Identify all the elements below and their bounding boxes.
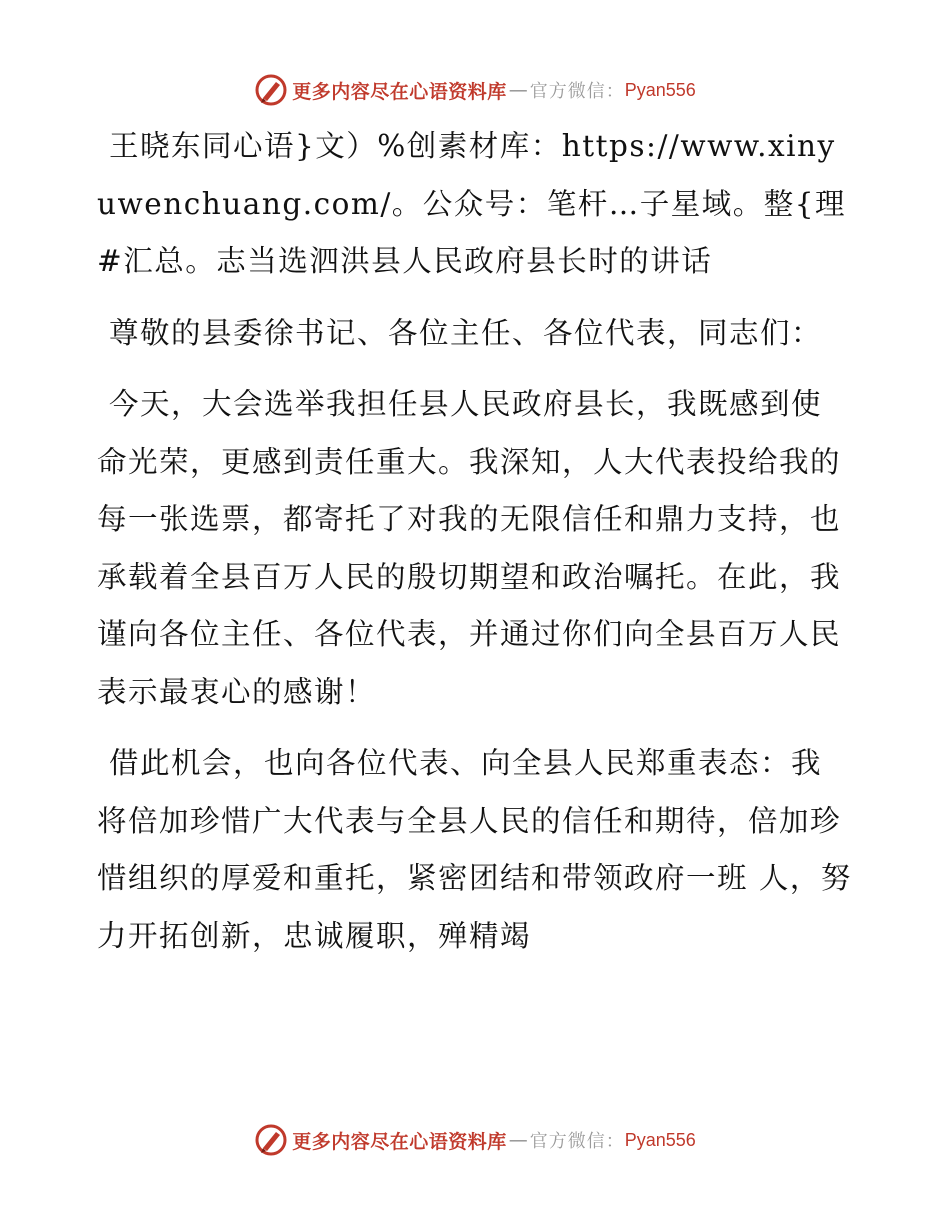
- banner-brand-text: 更多内容尽在心语资料库: [292, 1130, 507, 1153]
- document-body: [97, 118, 852, 979]
- pen-logo-icon: [254, 1123, 288, 1157]
- footer-watermark-banner: [0, 1120, 950, 1160]
- salutation-paragraph: 尊敬的县委徐书记、各位主任、各位代表，同志们：: [109, 315, 823, 350]
- banner-wechat-id: Pyan556: [624, 1129, 696, 1150]
- banner-wechat-id: Pyan556: [624, 79, 696, 100]
- banner-dash: —: [508, 79, 528, 101]
- body-paragraph: 今天，大会选举我担任县人民政府县长，我既感到使命光荣，更感到责任重大。我深知，人大代表投给我的每一张选票，都寄托了对我的无限信任和鼎力支持，也承载着全县百万人民的殷切期望和政治嘱托。在此，我谨向各位主任、各位代表，并通过你们向全县百万人民表示最衷心的感谢！: [97, 387, 842, 709]
- header-watermark-banner: [0, 70, 950, 110]
- banner-official-label: 官方微信：: [529, 1131, 625, 1152]
- banner-brand-text: 更多内容尽在心语资料库: [292, 80, 507, 103]
- banner-official-label: 官方微信：: [529, 81, 625, 102]
- pen-logo-icon: [254, 73, 288, 107]
- title-paragraph: 王晓东同心语}文）%创素材库：https://www.xinyuwenchuang.com/。公众号：笔杆…子星域。整{理#汇总。志当选泗洪县人民政府县长时的讲话: [97, 129, 847, 278]
- banner-dash: —: [508, 1129, 528, 1151]
- body-paragraph: 借此机会，也向各位代表、向全县人民郑重表态：我将倍加珍惜广大代表与全县人民的信任和期待，倍加珍惜组织的厚爱和重托，紧密团结和带领政府一班 人，努力开拓创新，忠诚履职，殚精竭: [97, 746, 852, 953]
